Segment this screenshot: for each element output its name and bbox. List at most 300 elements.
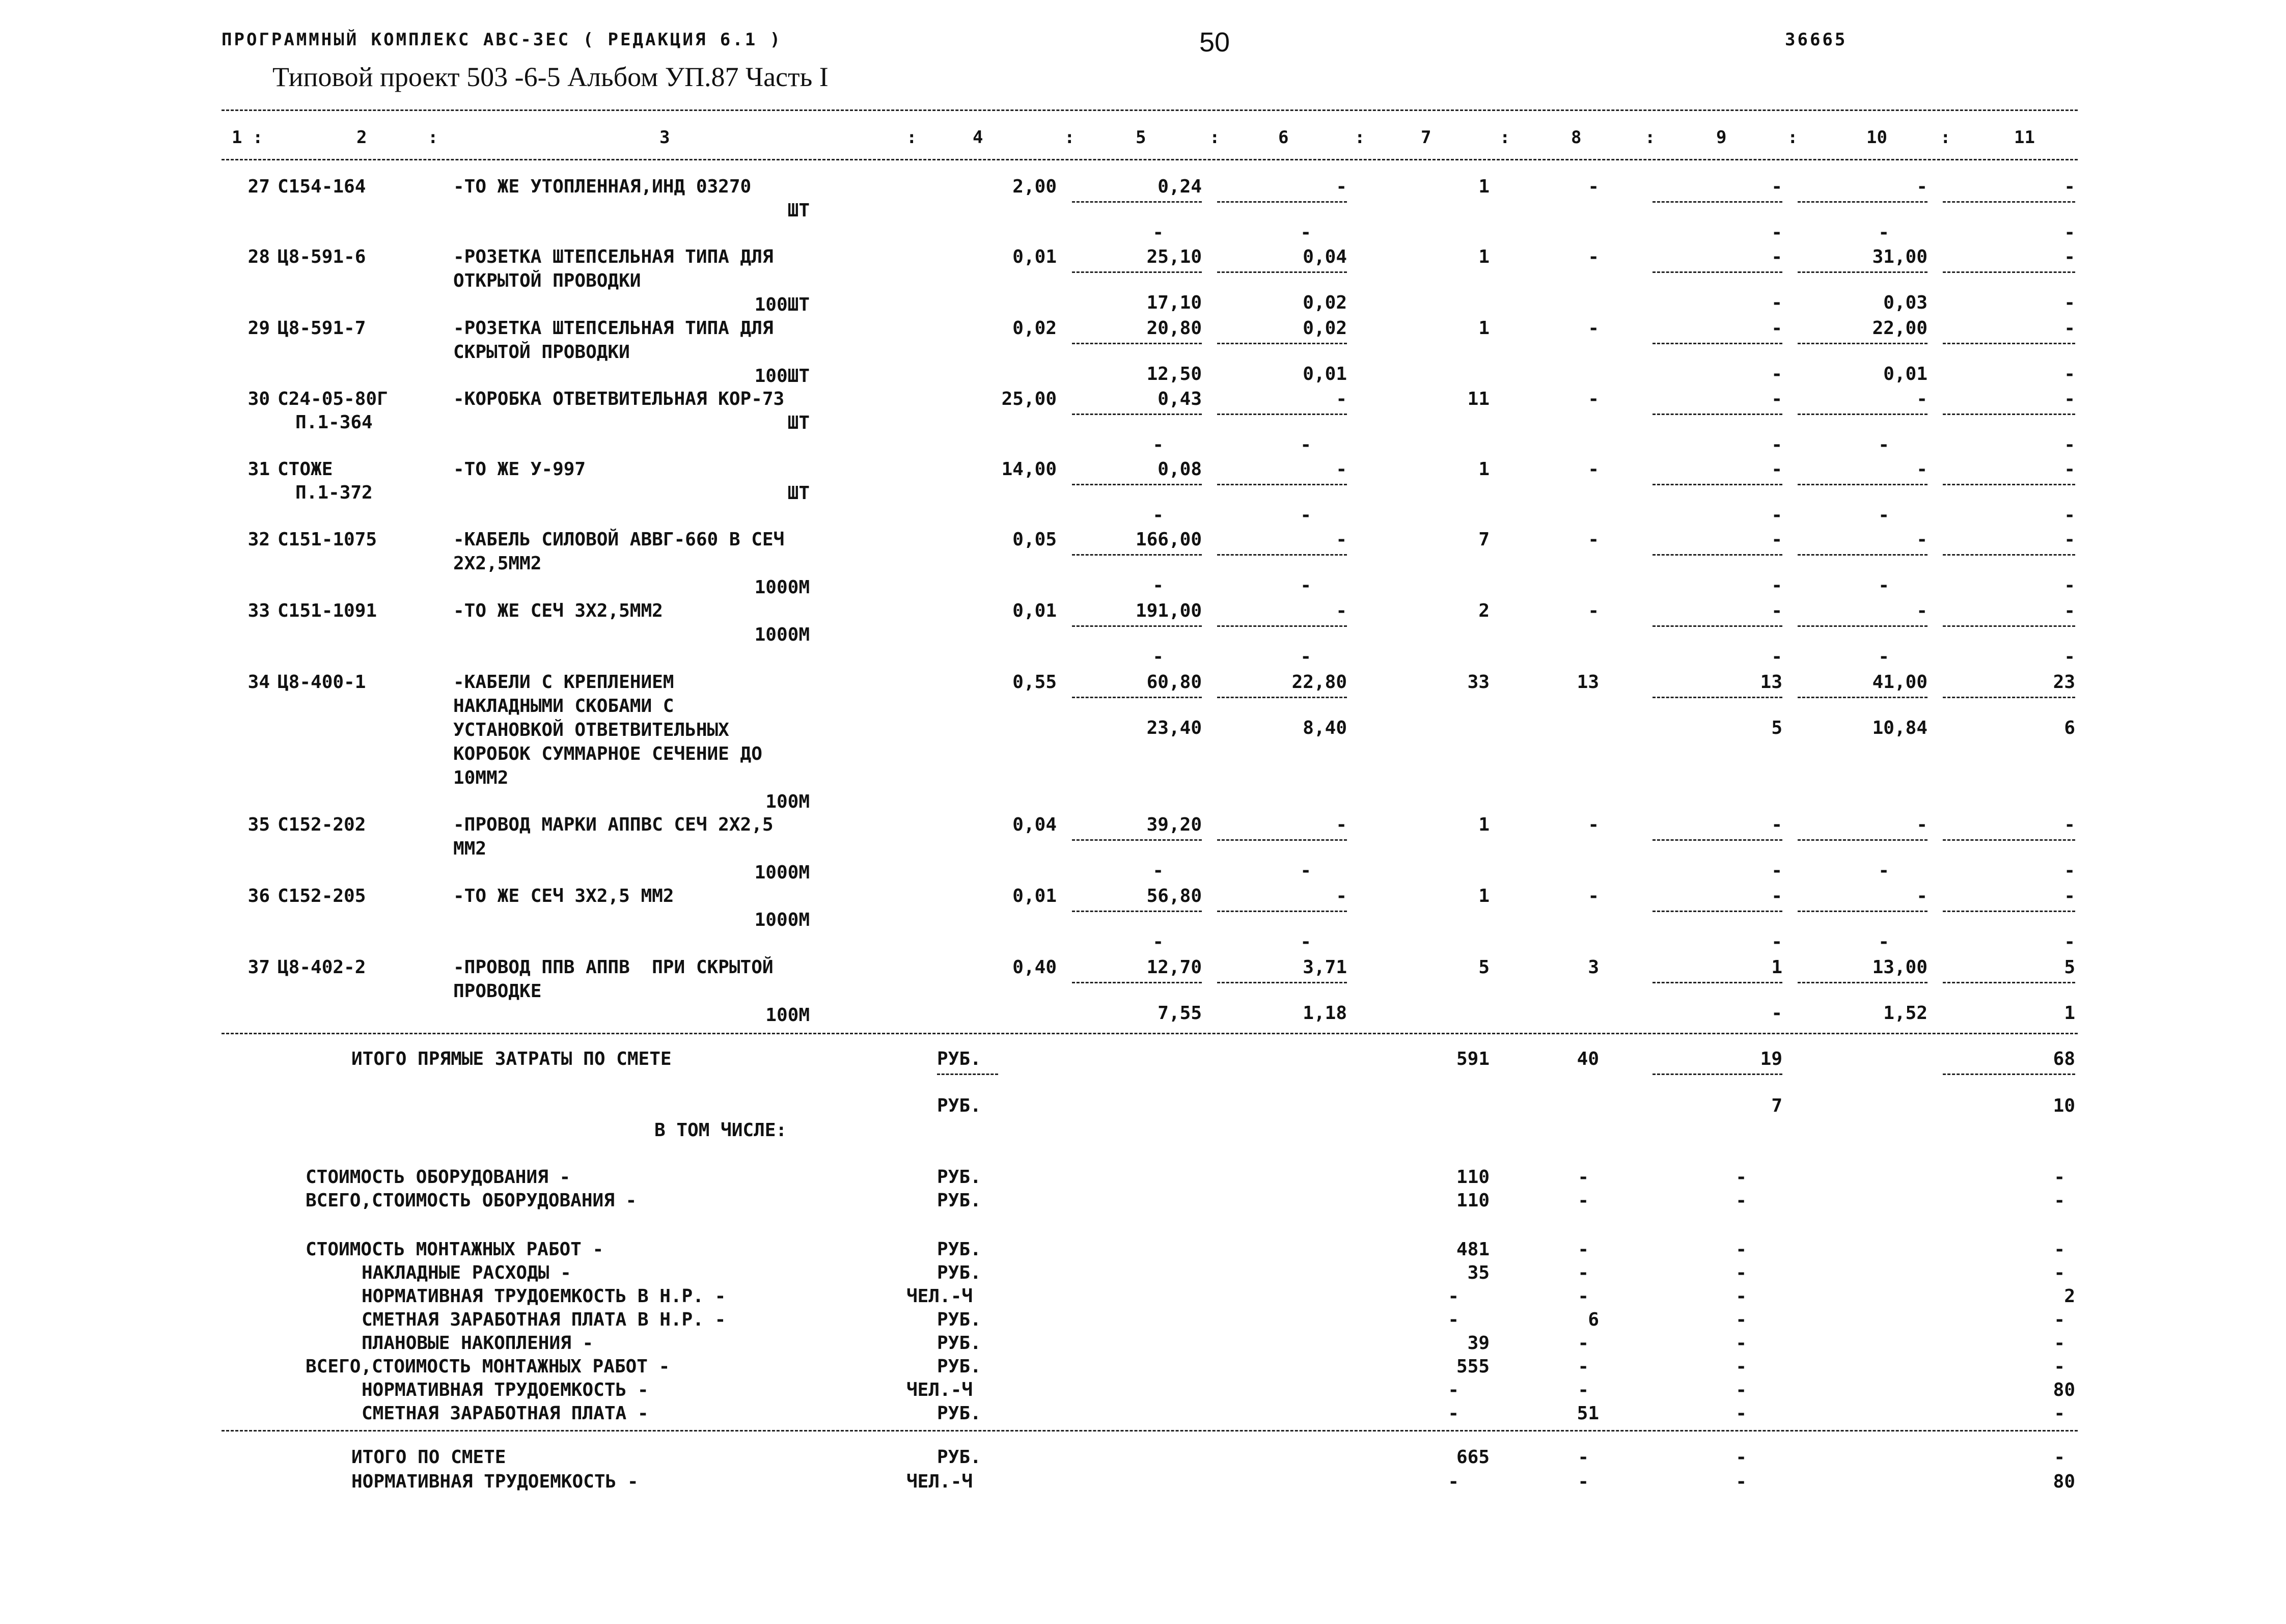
column-header-7: : xyxy=(1064,127,1075,148)
row-description: -РОЗЕТКА ШТЕПСЕЛЬНАЯ ТИПА ДЛЯ xyxy=(453,246,774,267)
row-code: Ц8-591-7 xyxy=(278,318,366,339)
summary-line-unit: РУБ. xyxy=(937,1262,981,1283)
row-number: 33 xyxy=(247,600,270,621)
row-col10-sub: - xyxy=(1878,931,1889,952)
sub-rule-c5 xyxy=(1072,414,1202,415)
final-line-unit: РУБ. xyxy=(937,1447,981,1468)
sub-rule-c6 xyxy=(1217,343,1347,344)
row-col11-sub: - xyxy=(2064,646,2075,667)
row-col10-sub: - xyxy=(1878,646,1889,667)
row-description: -ПРОВОД ППВ АППВ ПРИ СКРЫТОЙ xyxy=(453,957,774,978)
row-col7: 1 xyxy=(1478,886,1490,906)
row-col5: 12,70 xyxy=(1146,957,1202,978)
sub-rule-c9 xyxy=(1652,625,1782,627)
row-col5: 60,80 xyxy=(1146,672,1202,693)
row-code: С24-05-80Г xyxy=(278,389,388,409)
final-line-col11: 80 xyxy=(2053,1471,2075,1492)
column-header-12: 7 xyxy=(1421,127,1431,148)
sub-rule-c11 xyxy=(1943,554,2075,556)
row-number: 32 xyxy=(247,529,270,550)
row-unit: 100М xyxy=(765,791,810,812)
sub-rule-c10 xyxy=(1798,343,1927,344)
row-quantity: 0,04 xyxy=(1012,814,1057,835)
sub-rule-c5 xyxy=(1072,343,1202,344)
row-col9-sub: - xyxy=(1771,292,1782,313)
row-code: Ц8-400-1 xyxy=(278,672,366,693)
row-col11: - xyxy=(2064,318,2075,339)
summary-line-col7: 39 xyxy=(1467,1333,1490,1354)
row-col7: 33 xyxy=(1467,672,1490,693)
row-quantity: 0,01 xyxy=(1012,600,1057,621)
row-col6: - xyxy=(1336,529,1347,550)
row-col11-sub: - xyxy=(2064,931,2075,952)
sub-rule-c6 xyxy=(1217,554,1347,556)
row-col11: - xyxy=(2064,246,2075,267)
column-header-15: : xyxy=(1645,127,1656,148)
row-col11: - xyxy=(2064,814,2075,835)
summary-line-col11: - xyxy=(2054,1239,2065,1260)
sub-rule-c6 xyxy=(1217,484,1347,485)
row-col5: 0,43 xyxy=(1158,389,1202,409)
summary-line-label: НАКЛАДНЫЕ РАСХОДЫ - xyxy=(362,1262,571,1283)
sub-rule-c10 xyxy=(1798,201,1927,203)
summary-line-col9: - xyxy=(1736,1167,1747,1188)
row-number: 29 xyxy=(247,318,270,339)
row-number: 35 xyxy=(247,814,270,835)
summary-line-col9: - xyxy=(1736,1333,1747,1354)
row-quantity: 0,01 xyxy=(1012,246,1057,267)
row-col8: - xyxy=(1588,176,1599,197)
row-col9: - xyxy=(1771,529,1782,550)
sub-rule-c6 xyxy=(1217,414,1347,415)
row-col11: 5 xyxy=(2064,957,2075,978)
row-unit: 1000М xyxy=(754,624,810,645)
row-col5-sub: 23,40 xyxy=(1146,718,1202,738)
summary-line-unit: РУБ. xyxy=(937,1333,981,1354)
direct-costs-col9-sub: 7 xyxy=(1771,1095,1782,1116)
direct-costs-col11-sub: 10 xyxy=(2053,1095,2075,1116)
row-col7: 2 xyxy=(1478,600,1490,621)
row-col9: - xyxy=(1771,246,1782,267)
row-col9-sub: - xyxy=(1771,646,1782,667)
summary-line-col8: 51 xyxy=(1577,1403,1599,1424)
row-col6-sub: 1,18 xyxy=(1303,1003,1347,1024)
sub-rule-c9 xyxy=(1652,839,1782,841)
sub-rule-c6 xyxy=(1217,271,1347,273)
summary-line-col8: 6 xyxy=(1588,1309,1599,1330)
summary-line-col11: 80 xyxy=(2053,1380,2075,1400)
row-col7: 7 xyxy=(1478,529,1490,550)
row-col9-sub: - xyxy=(1771,505,1782,526)
final-line-col7: 665 xyxy=(1456,1447,1490,1468)
sub-rule-c10 xyxy=(1798,697,1927,698)
direct-costs-col8: 40 xyxy=(1577,1049,1599,1069)
row-col6-sub: - xyxy=(1300,434,1311,455)
summary-line-label: СМЕТНАЯ ЗАРАБОТНАЯ ПЛАТА В Н.Р. - xyxy=(362,1309,726,1330)
row-col5-sub: - xyxy=(1152,434,1164,455)
summary-line-col7: - xyxy=(1448,1403,1459,1424)
sub-rule-c5 xyxy=(1072,839,1202,841)
sub-rule-c6 xyxy=(1217,982,1347,983)
final-line-col9: - xyxy=(1736,1471,1747,1492)
row-col11-sub: - xyxy=(2064,364,2075,384)
row-col10: - xyxy=(1916,600,1927,621)
header-rule xyxy=(222,159,2078,160)
row-col5-sub: 12,50 xyxy=(1146,364,1202,384)
sub-rule-c5 xyxy=(1072,982,1202,983)
sub-rule-c10 xyxy=(1798,911,1927,912)
row-col6-sub: - xyxy=(1300,222,1311,243)
row-col6-sub: - xyxy=(1300,575,1311,596)
summary-line-unit: РУБ. xyxy=(937,1309,981,1330)
row-unit: 1000М xyxy=(754,910,810,930)
row-col6-sub: - xyxy=(1300,505,1311,526)
page-number: 50 xyxy=(1199,27,1230,58)
summary-line-col8: - xyxy=(1578,1333,1589,1354)
row-col11: - xyxy=(2064,176,2075,197)
row-quantity: 25,00 xyxy=(1001,389,1057,409)
document-code: 36665 xyxy=(1785,30,1848,50)
direct-costs-col11: 68 xyxy=(2053,1049,2075,1069)
row-col11-sub: - xyxy=(2064,575,2075,596)
sub-rule-c11 xyxy=(1943,201,2075,203)
summary-line-label: СТОИМОСТЬ МОНТАЖНЫХ РАБОТ - xyxy=(306,1239,604,1260)
row-col8: - xyxy=(1588,529,1599,550)
summary-line-label: СМЕТНАЯ ЗАРАБОТНАЯ ПЛАТА - xyxy=(362,1403,649,1424)
row-quantity: 14,00 xyxy=(1001,459,1057,480)
row-col5-sub: - xyxy=(1152,222,1164,243)
row-description: -ТО ЖЕ СЕЧ 3Х2,5ММ2 xyxy=(453,600,663,621)
row-col9-sub: - xyxy=(1771,575,1782,596)
row-col10-sub: - xyxy=(1878,575,1889,596)
row-col9: - xyxy=(1771,459,1782,480)
row-col11-sub: 1 xyxy=(2064,1003,2075,1024)
direct-costs-unit: РУБ. xyxy=(937,1049,981,1069)
sub-rule-c10 xyxy=(1798,484,1927,485)
row-col8: - xyxy=(1588,246,1599,267)
column-header-16: 9 xyxy=(1716,127,1727,148)
summary-line-col9: - xyxy=(1736,1403,1747,1424)
row-col5-sub: 17,10 xyxy=(1146,292,1202,313)
row-col11-sub: 6 xyxy=(2064,718,2075,738)
totals-top-rule xyxy=(222,1033,2078,1034)
col11-sub-rule xyxy=(1943,1074,2075,1075)
row-col10-sub: 10,84 xyxy=(1872,718,1927,738)
column-header-3: : xyxy=(428,127,438,148)
row-description: -РОЗЕТКА ШТЕПСЕЛЬНАЯ ТИПА ДЛЯ xyxy=(453,318,774,339)
final-line-label: НОРМАТИВНАЯ ТРУДОЕМКОСТЬ - xyxy=(351,1471,639,1492)
row-col10-sub: 0,03 xyxy=(1883,292,1927,313)
row-col6: 22,80 xyxy=(1291,672,1347,693)
sub-rule-c10 xyxy=(1798,625,1927,627)
sub-rule-c9 xyxy=(1652,414,1782,415)
column-header-14: 8 xyxy=(1571,127,1582,148)
row-col6: 0,02 xyxy=(1303,318,1347,339)
row-col9-sub: - xyxy=(1771,860,1782,881)
row-col9-sub: - xyxy=(1771,931,1782,952)
summary-line-col7: - xyxy=(1448,1380,1459,1400)
sub-rule-c9 xyxy=(1652,554,1782,556)
summary-line-label: ВСЕГО,СТОИМОСТЬ ОБОРУДОВАНИЯ - xyxy=(306,1190,637,1211)
row-quantity: 2,00 xyxy=(1012,176,1057,197)
row-col5-sub: - xyxy=(1152,931,1164,952)
row-col11-sub: - xyxy=(2064,860,2075,881)
row-col6: - xyxy=(1336,459,1347,480)
row-quantity: 0,05 xyxy=(1012,529,1057,550)
summary-line-col7: 555 xyxy=(1456,1356,1490,1377)
summary-line-col7: 35 xyxy=(1467,1262,1490,1283)
row-col10: - xyxy=(1916,814,1927,835)
sub-rule-c11 xyxy=(1943,839,2075,841)
row-code-secondary: П.1-364 xyxy=(295,412,373,433)
row-col8: 3 xyxy=(1588,957,1599,978)
column-header-20: 11 xyxy=(2014,127,2035,148)
row-col8: - xyxy=(1588,318,1599,339)
row-col6-sub: - xyxy=(1300,646,1311,667)
row-unit: 100ШТ xyxy=(754,294,810,315)
row-col10: - xyxy=(1916,459,1927,480)
row-col10-sub: - xyxy=(1878,860,1889,881)
summary-line-col7: - xyxy=(1448,1309,1459,1330)
row-description: ММ2 xyxy=(453,838,487,859)
row-col6: - xyxy=(1336,886,1347,906)
sub-rule-c10 xyxy=(1798,982,1927,983)
summary-line-col8: - xyxy=(1578,1239,1589,1260)
row-col9: - xyxy=(1771,389,1782,409)
row-col5-sub: - xyxy=(1152,860,1164,881)
sub-rule-c5 xyxy=(1072,554,1202,556)
row-col11: 23 xyxy=(2053,672,2075,693)
row-quantity: 0,01 xyxy=(1012,886,1057,906)
row-number: 36 xyxy=(247,886,270,906)
row-col8: - xyxy=(1588,389,1599,409)
row-quantity: 0,40 xyxy=(1012,957,1057,978)
column-header-10: 6 xyxy=(1278,127,1289,148)
summary-line-label: СТОИМОСТЬ ОБОРУДОВАНИЯ - xyxy=(306,1167,571,1188)
direct-costs-label: ИТОГО ПРЯМЫЕ ЗАТРАТЫ ПО СМЕТЕ xyxy=(351,1049,672,1069)
row-description: 2Х2,5ММ2 xyxy=(453,553,542,574)
column-header-19: : xyxy=(1940,127,1951,148)
final-line-col7: - xyxy=(1448,1471,1459,1492)
row-col6-sub: 0,01 xyxy=(1303,364,1347,384)
sub-rule-c9 xyxy=(1652,201,1782,203)
column-header-4: 3 xyxy=(659,127,670,148)
row-col11: - xyxy=(2064,600,2075,621)
row-quantity: 0,55 xyxy=(1012,672,1057,693)
row-col10-sub: - xyxy=(1878,434,1889,455)
sub-rule-c11 xyxy=(1943,271,2075,273)
row-col9-sub: - xyxy=(1771,364,1782,384)
sub-rule-c11 xyxy=(1943,697,2075,698)
summary-line-col9: - xyxy=(1736,1286,1747,1307)
sub-rule-c11 xyxy=(1943,343,2075,344)
sub-rule-c11 xyxy=(1943,911,2075,912)
sub-rule-c5 xyxy=(1072,697,1202,698)
row-unit: 100М xyxy=(765,1005,810,1026)
row-col11: - xyxy=(2064,459,2075,480)
row-col10: - xyxy=(1916,886,1927,906)
row-col11: - xyxy=(2064,389,2075,409)
column-header-5: : xyxy=(906,127,917,148)
summary-line-col9: - xyxy=(1736,1262,1747,1283)
summary-line-unit: РУБ. xyxy=(937,1190,981,1211)
sub-rule-c6 xyxy=(1217,839,1347,841)
summary-line-col7: 481 xyxy=(1456,1239,1490,1260)
row-col9: - xyxy=(1771,176,1782,197)
row-code: С151-1091 xyxy=(278,600,377,621)
summary-line-col11: - xyxy=(2054,1309,2065,1330)
row-col6: - xyxy=(1336,814,1347,835)
column-header-13: : xyxy=(1500,127,1510,148)
row-col11-sub: - xyxy=(2064,222,2075,243)
row-col9: - xyxy=(1771,600,1782,621)
summary-line-label: НОРМАТИВНАЯ ТРУДОЕМКОСТЬ - xyxy=(362,1380,649,1400)
row-col10: 13,00 xyxy=(1872,957,1927,978)
sub-rule-c5 xyxy=(1072,201,1202,203)
sub-rule-c6 xyxy=(1217,201,1347,203)
sub-rule-c5 xyxy=(1072,484,1202,485)
row-description: -ТО ЖЕ СЕЧ 3Х2,5 ММ2 xyxy=(453,886,674,906)
direct-costs-col7: 591 xyxy=(1456,1049,1490,1069)
row-col9-sub: 5 xyxy=(1771,718,1782,738)
sub-rule-c9 xyxy=(1652,982,1782,983)
sub-rule-c9 xyxy=(1652,484,1782,485)
row-code: Ц8-402-2 xyxy=(278,957,366,978)
row-description: -ТО ЖЕ У-997 xyxy=(453,459,586,480)
summary-line-col11: - xyxy=(2054,1262,2065,1283)
row-col6: - xyxy=(1336,176,1347,197)
row-col10: - xyxy=(1916,389,1927,409)
row-col5-sub: - xyxy=(1152,646,1164,667)
summary-line-unit: РУБ. xyxy=(937,1356,981,1377)
column-header-1: 1 : xyxy=(232,127,263,148)
row-number: 28 xyxy=(247,246,270,267)
column-header-17: : xyxy=(1787,127,1798,148)
top-rule xyxy=(222,109,2078,111)
row-col9-sub: - xyxy=(1771,434,1782,455)
row-col8: - xyxy=(1588,886,1599,906)
row-col5-sub: - xyxy=(1152,505,1164,526)
summary-line-label: ПЛАНОВЫЕ НАКОПЛЕНИЯ - xyxy=(362,1333,594,1354)
row-col10: 41,00 xyxy=(1872,672,1927,693)
row-col7: 5 xyxy=(1478,957,1490,978)
row-number: 27 xyxy=(247,176,270,197)
row-col11: - xyxy=(2064,529,2075,550)
summary-line-col8: - xyxy=(1578,1286,1589,1307)
row-col5: 20,80 xyxy=(1146,318,1202,339)
summary-line-col8: - xyxy=(1578,1167,1589,1188)
row-col7: 11 xyxy=(1467,389,1490,409)
sub-rule-c9 xyxy=(1652,697,1782,698)
final-line-col11: - xyxy=(2054,1447,2065,1468)
summary-line-col8: - xyxy=(1578,1380,1589,1400)
col9-sub-rule xyxy=(1652,1074,1782,1075)
column-header-2: 2 xyxy=(356,127,367,148)
sub-rule-c9 xyxy=(1652,343,1782,344)
unit-sub-rule xyxy=(937,1074,998,1075)
summary-line-col11: - xyxy=(2054,1356,2065,1377)
row-col9-sub: - xyxy=(1771,1003,1782,1024)
sub-rule-c9 xyxy=(1652,911,1782,912)
row-col11-sub: - xyxy=(2064,292,2075,313)
sub-rule-c9 xyxy=(1652,271,1782,273)
row-col5: 39,20 xyxy=(1146,814,1202,835)
row-col6: - xyxy=(1336,600,1347,621)
row-col5: 25,10 xyxy=(1146,246,1202,267)
row-col5: 56,80 xyxy=(1146,886,1202,906)
row-unit: 100ШТ xyxy=(754,366,810,387)
row-col11-sub: - xyxy=(2064,434,2075,455)
sub-rule-c11 xyxy=(1943,625,2075,627)
row-description: -ТО ЖЕ УТОПЛЕННАЯ,ИНД 03270 xyxy=(453,176,752,197)
row-code: С152-205 xyxy=(278,886,366,906)
row-code: С151-1075 xyxy=(278,529,377,550)
row-code: СТОЖЕ xyxy=(278,459,333,480)
column-header-6: 4 xyxy=(973,127,983,148)
sub-rule-c11 xyxy=(1943,982,2075,983)
sub-rule-c5 xyxy=(1072,625,1202,627)
row-description: КОРОБОК СУММАРНОЕ СЕЧЕНИЕ ДО xyxy=(453,744,762,764)
row-col7: 1 xyxy=(1478,459,1490,480)
row-unit: ШТ xyxy=(787,200,810,221)
summary-line-unit: РУБ. xyxy=(937,1403,981,1424)
column-header-18: 10 xyxy=(1866,127,1887,148)
summary-line-col9: - xyxy=(1736,1309,1747,1330)
row-col11: - xyxy=(2064,886,2075,906)
final-rule xyxy=(222,1430,2078,1432)
row-col10: - xyxy=(1916,176,1927,197)
row-col9: - xyxy=(1771,318,1782,339)
summary-line-col11: - xyxy=(2054,1190,2065,1211)
row-col8: 13 xyxy=(1577,672,1599,693)
row-col5: 0,08 xyxy=(1158,459,1202,480)
row-description: -КОРОБКА ОТВЕТВИТЕЛЬНАЯ КОР-73 xyxy=(453,389,785,409)
column-header-9: : xyxy=(1209,127,1220,148)
column-header-11: : xyxy=(1355,127,1365,148)
sub-rule-c5 xyxy=(1072,271,1202,273)
summary-line-col9: - xyxy=(1736,1239,1747,1260)
row-unit: ШТ xyxy=(787,412,810,433)
row-unit: 1000М xyxy=(754,577,810,598)
row-code: Ц8-591-6 xyxy=(278,246,366,267)
summary-line-col11: - xyxy=(2054,1403,2065,1424)
row-number: 34 xyxy=(247,672,270,693)
including-label: В ТОМ ЧИСЛЕ: xyxy=(654,1120,787,1141)
row-col7: 1 xyxy=(1478,318,1490,339)
row-description: НАКЛАДНЫМИ СКОБАМИ С xyxy=(453,696,674,717)
row-col10-sub: 1,52 xyxy=(1883,1003,1927,1024)
row-col6-sub: 0,02 xyxy=(1303,292,1347,313)
row-col6: 3,71 xyxy=(1303,957,1347,978)
row-col8: - xyxy=(1588,814,1599,835)
row-col7: 1 xyxy=(1478,814,1490,835)
row-col7: 1 xyxy=(1478,246,1490,267)
summary-line-col7: 110 xyxy=(1456,1167,1490,1188)
summary-line-unit: РУБ. xyxy=(937,1167,981,1188)
summary-line-unit: РУБ. xyxy=(937,1239,981,1260)
row-col9: - xyxy=(1771,814,1782,835)
final-line-col8: - xyxy=(1578,1471,1589,1492)
direct-costs-col9: 19 xyxy=(1760,1049,1782,1069)
row-description: 10ММ2 xyxy=(453,767,509,788)
row-col6-sub: 8,40 xyxy=(1303,718,1347,738)
summary-line-col7: - xyxy=(1448,1286,1459,1307)
row-col5: 166,00 xyxy=(1135,529,1202,550)
row-col6: - xyxy=(1336,389,1347,409)
sub-rule-c10 xyxy=(1798,414,1927,415)
row-col10: 31,00 xyxy=(1872,246,1927,267)
summary-line-col7: 110 xyxy=(1456,1190,1490,1211)
